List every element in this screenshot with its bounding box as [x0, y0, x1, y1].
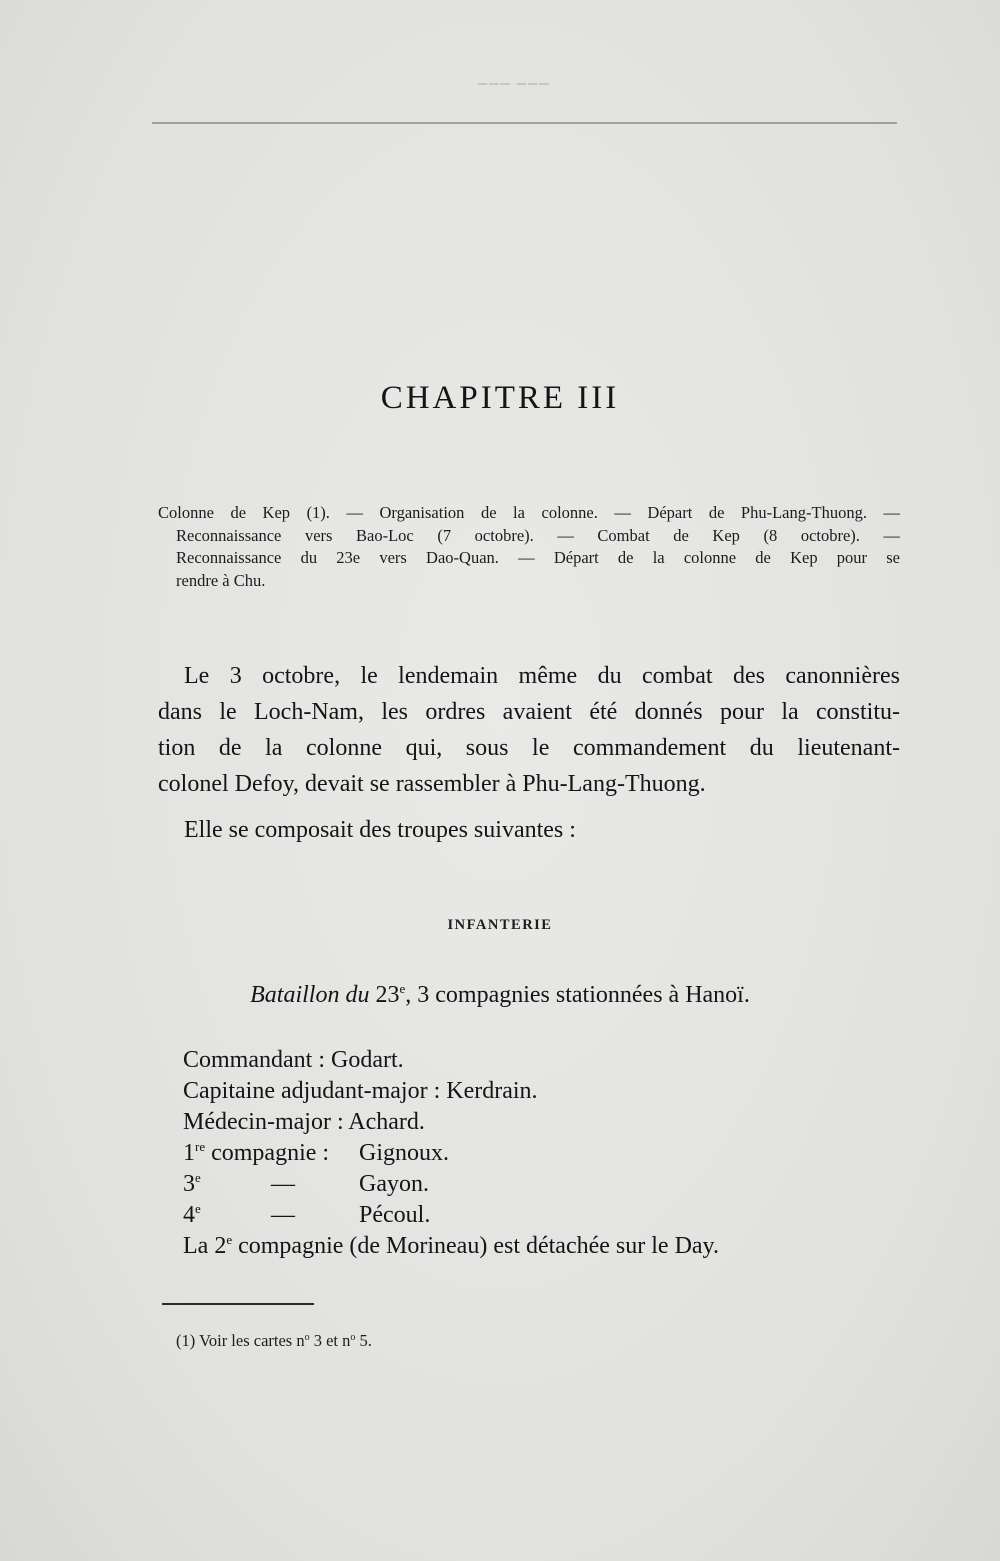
officer-roster [183, 1045, 719, 1262]
ditto-dash: — [271, 1202, 295, 1228]
medecin-line: Médecin-major : Achard. [183, 1109, 425, 1135]
company-sup: re [195, 1139, 206, 1154]
body-line: Elle se composait des troupes suivantes : [184, 817, 576, 843]
battalion-rest: , 3 compagnies stationnées à Hanoï. [405, 982, 750, 1008]
summary-line: Reconnaissance vers Bao-Loc (7 octobre). — Combat de Kep (8 octobre). — [176, 525, 900, 545]
ditto-dash: — [271, 1171, 295, 1197]
company-sup: e [195, 1170, 201, 1185]
body-line: dans le Loch-Nam, les ordres avaient été donnés pour la constitu- [158, 699, 900, 725]
header-rule [152, 122, 897, 124]
company-row [183, 1169, 719, 1200]
footnote-text-b: 3 et n [309, 1331, 351, 1350]
company-sup: e [195, 1201, 201, 1216]
battalion-italic: Bataillon du [250, 982, 370, 1008]
roster-row [183, 1231, 719, 1262]
chapter-title: CHAPITRE III [380, 380, 620, 416]
footnote-sup: o [304, 1332, 310, 1343]
roster-row [183, 1107, 719, 1138]
company-row [183, 1200, 719, 1231]
company-number: 1 [183, 1140, 195, 1166]
footnote-text-a: (1) Voir les cartes n [176, 1331, 305, 1350]
body-paragraph-1 [158, 658, 900, 802]
body-line: colonel Defoy, devait se rassembler à Phu-Lang-Thuong. [158, 771, 706, 797]
body-line: tion de la colonne qui, sous le commandement du lieutenant- [158, 735, 900, 761]
company-number: 4 [183, 1202, 195, 1228]
footnote-sup: o [350, 1332, 356, 1343]
roster-row [183, 1045, 719, 1076]
footnote-text-c: 5. [355, 1331, 372, 1350]
summary-line: Colonne de Kep (1). — Organisation de la colonne. — Départ de Phu-Lang-Thuong. — [158, 503, 900, 522]
battalion-heading [0, 982, 1000, 1009]
battalion-sup: e [399, 981, 406, 996]
roster-row [183, 1076, 719, 1107]
capitaine-line: Capitaine adjudant-major : Kerdrain. [183, 1078, 538, 1104]
company-label: compagnie : [205, 1140, 330, 1166]
body-paragraph-2 [158, 812, 900, 848]
company-captain: Gignoux. [359, 1140, 449, 1166]
summary-line: Reconnaissance du 23e vers Dao-Quan. — Départ de la colonne de Kep pour se [176, 548, 900, 567]
detached-a: La 2 [183, 1233, 227, 1259]
detached-sup: e [226, 1232, 233, 1247]
battalion-number: 23 [375, 982, 400, 1008]
company-captain: Gayon. [359, 1171, 429, 1197]
detached-b: compagnie (de Morineau) est détachée sur le Day. [232, 1233, 719, 1259]
company-row [183, 1138, 719, 1169]
summary-line: rendre à Chu. [176, 570, 266, 590]
section-heading: INFANTERIE [447, 917, 553, 933]
page-number-bleed [870, 72, 875, 95]
commandant-line: Commandant : Godart. [183, 1047, 404, 1073]
chapter-summary [160, 502, 900, 592]
body-line: Le 3 octobre, le lendemain même du combat des canonnières [184, 663, 900, 689]
footnote-rule [162, 1303, 314, 1305]
company-captain: Pécoul. [359, 1202, 431, 1228]
footnote [176, 1331, 372, 1351]
company-number: 3 [183, 1171, 195, 1197]
running-head-bleed: ─── ─── [478, 76, 551, 91]
